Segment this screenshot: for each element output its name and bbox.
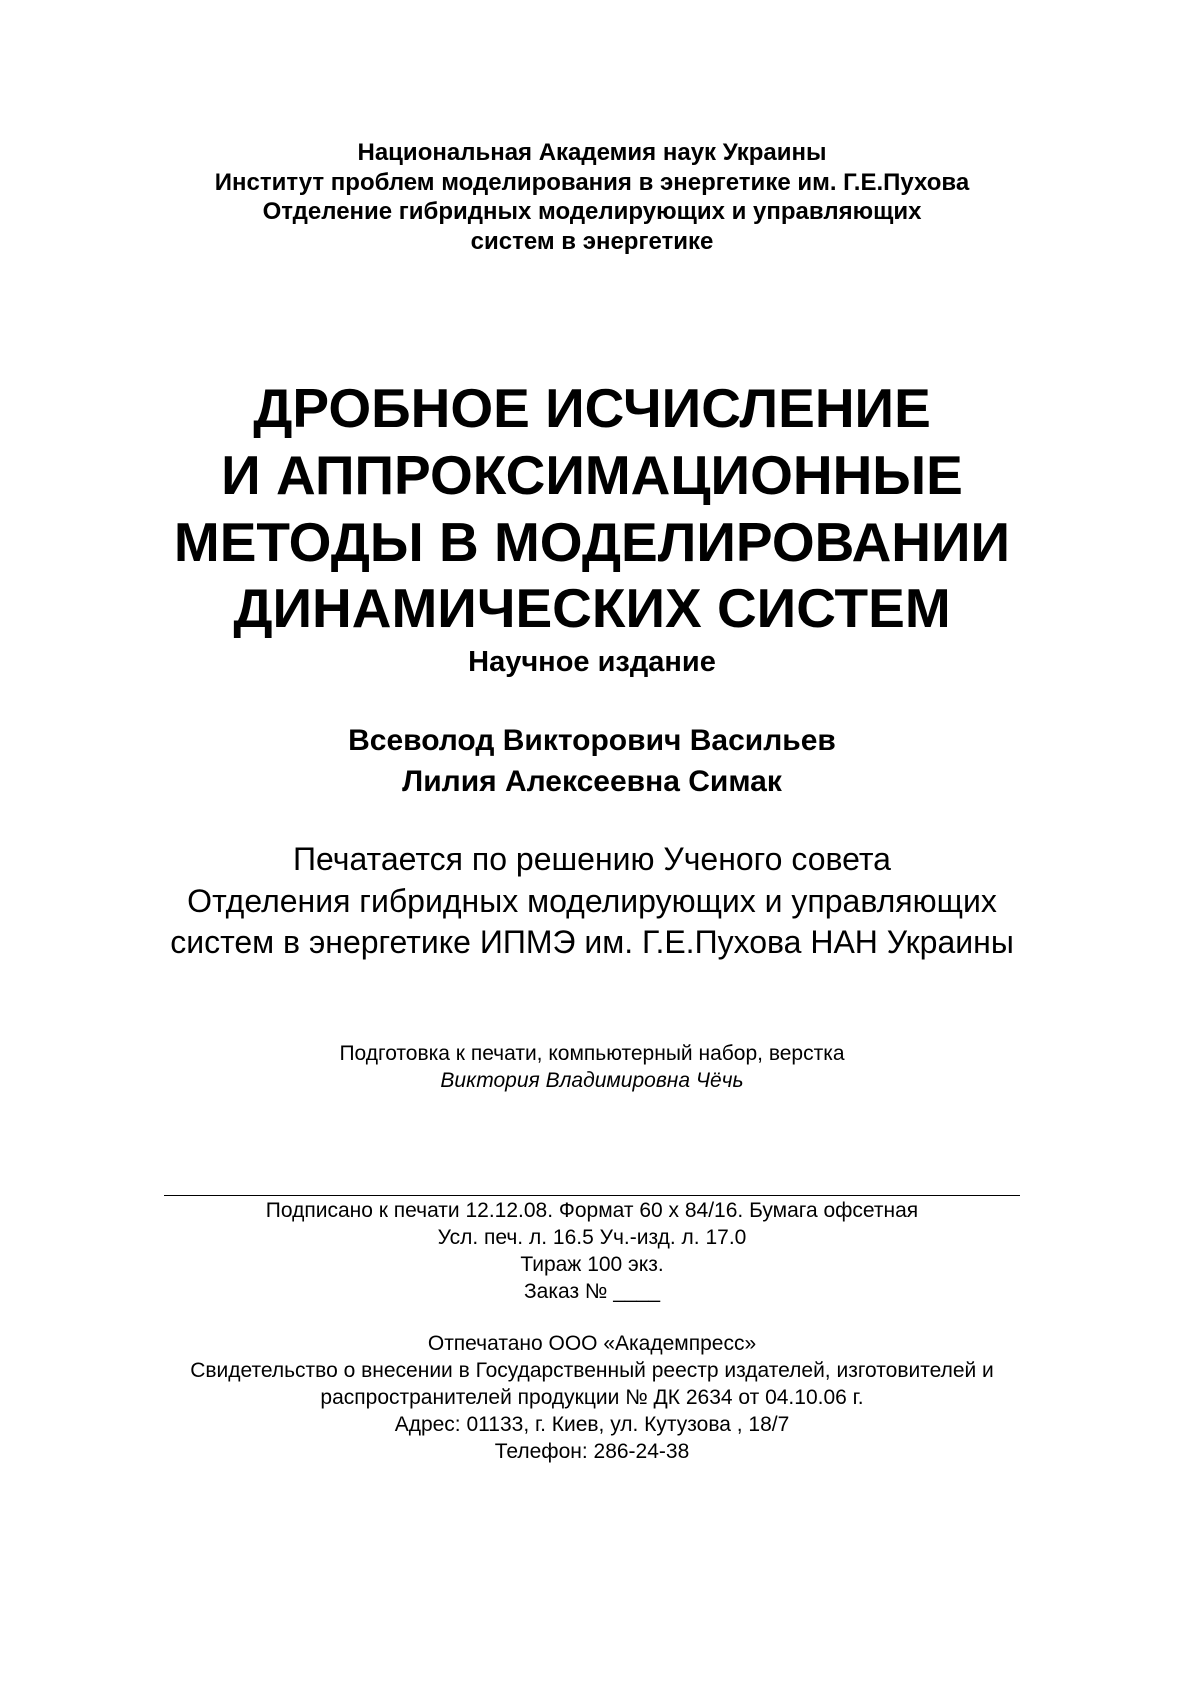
printer-line: Телефон: 286-24-38 bbox=[494, 1440, 690, 1463]
print-info-line: Заказ № ____ bbox=[524, 1280, 660, 1303]
title-line: ДРОБНОЕ ИСЧИСЛЕНИЕ bbox=[253, 377, 931, 439]
institution-line: Отделение гибридных моделирующих и управляющих bbox=[262, 198, 922, 225]
divider-line bbox=[164, 1195, 1020, 1196]
institution-line: Национальная Академия наук Украины bbox=[357, 139, 827, 166]
title-line: ДИНАМИЧЕСКИХ СИСТЕМ bbox=[233, 577, 951, 639]
author-name: Всеволод Викторович Васильев bbox=[348, 724, 836, 757]
title-line: МЕТОДЫ В МОДЕЛИРОВАНИИ bbox=[173, 511, 1011, 573]
institution-line: систем в энергетике bbox=[470, 228, 714, 255]
printer-line: распространителей продукции № ДК 2634 от 04.10.06 г. bbox=[320, 1386, 864, 1409]
book-subtitle: Научное издание bbox=[468, 646, 716, 678]
printer-line: Адрес: 01133, г. Киев, ул. Кутузова , 18/7 bbox=[394, 1413, 790, 1436]
title-line: И АППРОКСИМАЦИОННЫЕ bbox=[221, 444, 963, 506]
print-info-line: Усл. печ. л. 16.5 Уч.-изд. л. 17.0 bbox=[437, 1226, 747, 1249]
preparation-label: Подготовка к печати, компьютерный набор, верстка bbox=[339, 1042, 845, 1065]
print-info-line: Подписано к печати 12.12.08. Формат 60 х 84/16. Бумага офсетная bbox=[265, 1199, 919, 1222]
institution-line: Институт проблем моделирования в энергетике им. Г.Е.Пухова bbox=[214, 169, 970, 196]
preparation-name: Виктория Владимировна Чёчь bbox=[440, 1069, 744, 1092]
author-name: Лилия Алексеевна Симак bbox=[402, 765, 782, 798]
approval-line: систем в энергетике ИПМЭ им. Г.Е.Пухова НАН Украины bbox=[170, 924, 1014, 960]
print-info-line: Тираж 100 экз. bbox=[520, 1253, 664, 1276]
printer-line: Отпечатано ООО «Академпресс» bbox=[427, 1332, 757, 1355]
printer-line: Свидетельство о внесении в Государственный реестр издателей, изготовителей и bbox=[190, 1359, 994, 1382]
approval-line: Отделения гибридных моделирующих и управляющих bbox=[187, 883, 997, 919]
approval-line: Печатается по решению Ученого совета bbox=[293, 841, 891, 877]
